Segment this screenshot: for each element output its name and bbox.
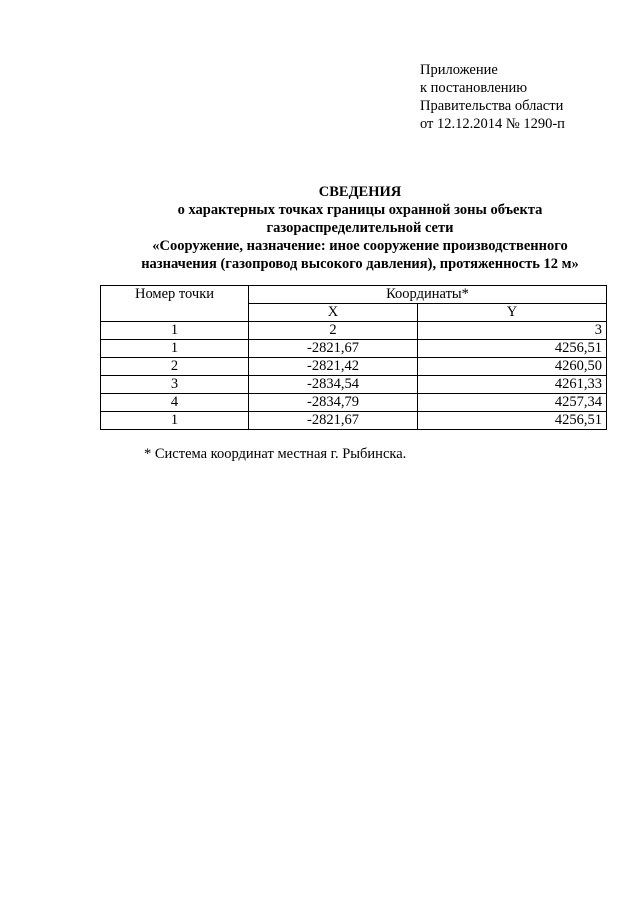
y-cell: 4257,34 bbox=[418, 394, 607, 412]
index-cell: 2 bbox=[249, 322, 418, 340]
document-heading bbox=[100, 183, 620, 273]
table-row bbox=[101, 412, 607, 430]
point-cell: 4 bbox=[101, 394, 249, 412]
table-header-row bbox=[101, 286, 607, 304]
header-point-number: Номер точки bbox=[101, 286, 249, 322]
x-cell: -2821,42 bbox=[249, 358, 418, 376]
point-cell: 3 bbox=[101, 376, 249, 394]
index-cell: 1 bbox=[101, 322, 249, 340]
y-cell: 4260,50 bbox=[418, 358, 607, 376]
appendix-line: Приложение bbox=[420, 62, 498, 78]
y-cell: 4256,51 bbox=[418, 340, 607, 358]
coordinates-table bbox=[100, 285, 607, 430]
header-coordinates: Координаты* bbox=[249, 286, 607, 304]
index-cell: 3 bbox=[418, 322, 607, 340]
table-index-row bbox=[101, 322, 607, 340]
y-cell: 4256,51 bbox=[418, 412, 607, 430]
x-cell: -2821,67 bbox=[249, 340, 418, 358]
heading-line: назначения (газопровод высокого давления), протяженность 12 м» bbox=[141, 256, 579, 272]
point-cell: 1 bbox=[101, 412, 249, 430]
appendix-line: к постановлению bbox=[420, 80, 528, 96]
point-cell: 1 bbox=[101, 340, 249, 358]
table-row bbox=[101, 394, 607, 412]
table-row bbox=[101, 340, 607, 358]
x-cell: -2834,79 bbox=[249, 394, 418, 412]
footnote: * Система координат местная г. Рыбинска. bbox=[144, 446, 407, 462]
appendix-line: Правительства области bbox=[420, 98, 564, 114]
table-row bbox=[101, 358, 607, 376]
x-cell: -2821,67 bbox=[249, 412, 418, 430]
table-row bbox=[101, 376, 607, 394]
point-cell: 2 bbox=[101, 358, 249, 376]
heading-line: «Сооружение, назначение: иное сооружение производственного bbox=[152, 238, 568, 254]
appendix-line: от 12.12.2014 № 1290-п bbox=[420, 116, 565, 132]
appendix-block bbox=[420, 61, 565, 133]
heading-line: газораспределительной сети bbox=[266, 220, 454, 236]
header-x: X bbox=[249, 304, 418, 322]
document-title: СВЕДЕНИЯ bbox=[318, 184, 402, 200]
y-cell: 4261,33 bbox=[418, 376, 607, 394]
x-cell: -2834,54 bbox=[249, 376, 418, 394]
header-y: Y bbox=[418, 304, 607, 322]
heading-line: о характерных точках границы охранной зоны объекта bbox=[177, 202, 543, 218]
